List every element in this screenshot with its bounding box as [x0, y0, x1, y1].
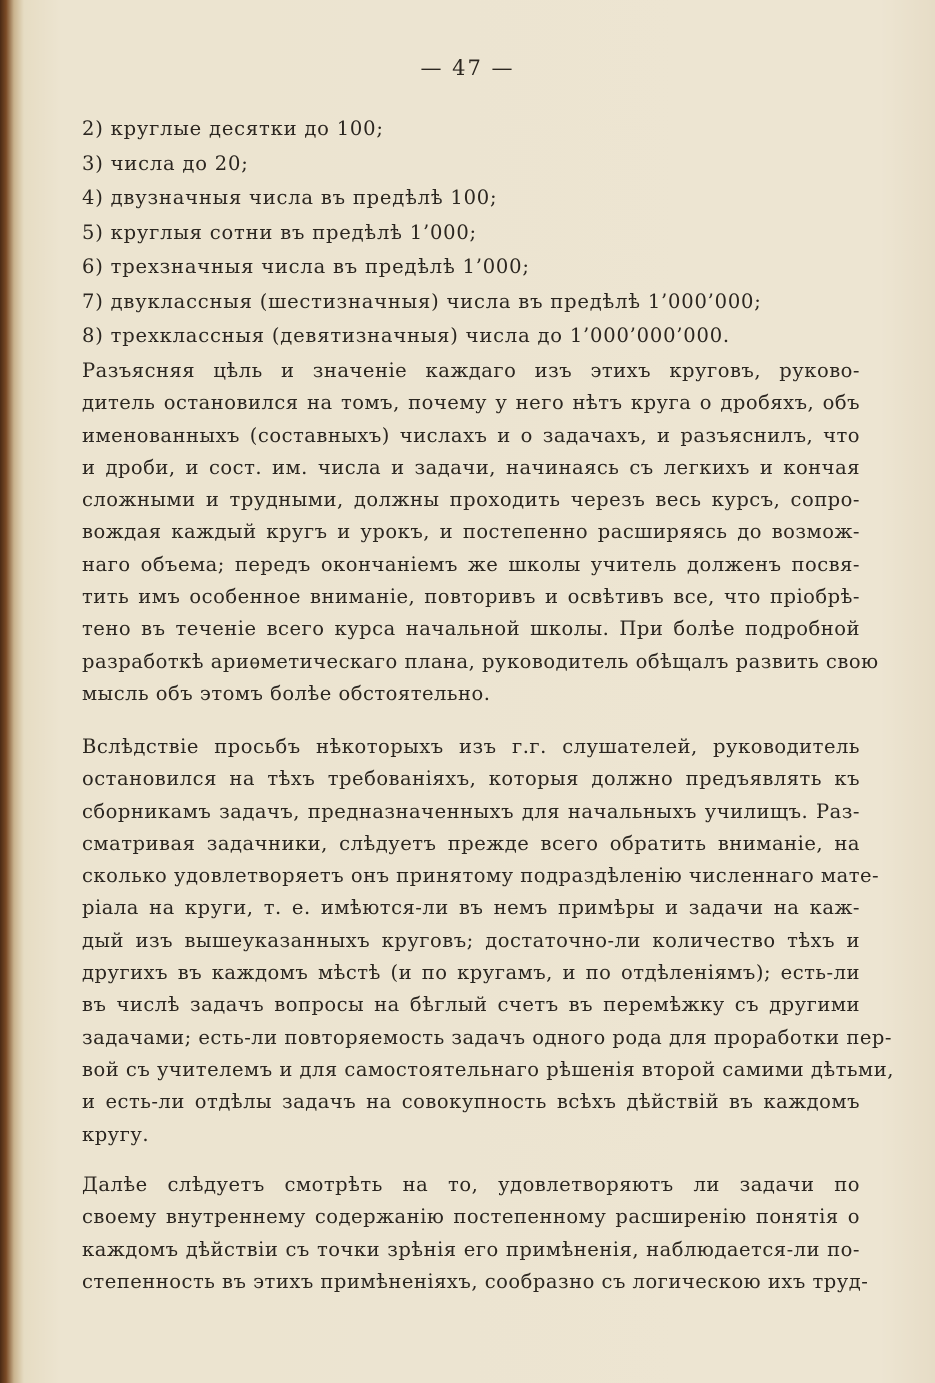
paragraph — [82, 355, 879, 710]
list-item: 4) двузначныя числа въ предѣлѣ 100; — [82, 186, 498, 209]
text-line: каждомъ дѣйствіи съ точки зрѣнія его примѣненія, наблюдается-ли по- — [82, 1237, 860, 1261]
text-line: наго объема; передъ окончаніемъ же школы учитель долженъ посвя- — [82, 552, 860, 576]
text-line: вой съ учителемъ и для самостоятельнаго рѣшенія второй самими дѣтьми, — [82, 1057, 894, 1081]
paragraph — [82, 731, 894, 1151]
text-line: тить имъ особенное вниманіе, повторивъ и освѣтивъ все, что пріобрѣ- — [82, 585, 860, 609]
list-item: 7) двуклассныя (шестизначныя) числа въ предѣлѣ 1’000’000; — [82, 289, 762, 313]
text-line: мысль объ этомъ болѣе обстоятельно. — [82, 681, 491, 705]
paragraph — [82, 1169, 869, 1298]
text-line: сколько удовлетворяетъ онъ принятому подраздѣленію численнаго мате- — [82, 864, 880, 888]
text-line: кругу. — [82, 1122, 150, 1146]
text-line: остановился на тѣхъ требованіяхъ, которыя должно предъявлять къ — [82, 767, 860, 791]
list-item: 8) трехклассныя (девятизначныя) числа до 1’000’000’000. — [82, 324, 730, 347]
text-line: и есть-ли отдѣлы задачъ на совокупность всѣхъ дѣйствій въ каждомъ — [82, 1090, 860, 1114]
page-number: — 47 — — [420, 56, 515, 80]
text-line: степенность въ этихъ примѣненіяхъ, сообразно съ логическою ихъ труд- — [82, 1269, 869, 1293]
text-line: разработкѣ ариѳметическаго плана, руководитель обѣщалъ развить свою — [82, 649, 879, 673]
list-item: 2) круглые десятки до 100; — [82, 117, 384, 140]
text-line: и дроби, и сост. им. числа и задачи, начинаясь съ легкихъ и кончая — [82, 455, 860, 479]
text-line: сматривая задачники, слѣдуетъ прежде всего обратить вниманіе, на — [82, 831, 860, 855]
text-line: дый изъ вышеуказанныхъ круговъ; достаточно-ли количество тѣхъ и — [82, 928, 860, 952]
text-line: другихъ въ каждомъ мѣстѣ (и по кругамъ, и по отдѣленіямъ); есть-ли — [82, 961, 860, 985]
list-item: 3) числа до 20; — [82, 151, 249, 175]
text-line: дитель остановился на томъ, почему у него нѣтъ круга о дробяхъ, объ — [82, 391, 860, 415]
text-line: сложными и трудными, должны проходить черезъ весь курсъ, сопро- — [82, 488, 860, 512]
text-line: сборникамъ задачъ, предназначенныхъ для начальныхъ училищъ. Раз- — [82, 799, 860, 823]
text-line: своему внутреннему содержанію постепенному расширенію понятія о — [82, 1205, 860, 1229]
text-line: Далѣе слѣдуетъ смотрѣть на то, удовлетворяютъ ли задачи по — [82, 1173, 860, 1196]
text-line: Вслѣдствіе просьбъ нѣкоторыхъ изъ г.г. слушателей, руководитель — [82, 735, 860, 758]
text-line: тено въ теченіе всего курса начальной школы. При болѣе подробной — [82, 617, 860, 641]
text-line: именованныхъ (составныхъ) числахъ и о задачахъ, и разъяснилъ, что — [82, 423, 860, 447]
text-line: въ числѣ задачъ вопросы на бѣглый счетъ въ перемѣжку съ другими — [82, 993, 860, 1017]
list-item: 6) трехзначныя числа въ предѣлѣ 1’000; — [82, 255, 530, 278]
text-line: задачами; есть-ли повторяемость задачъ одного рода для проработки пер- — [82, 1025, 892, 1049]
text-line: вождая каждый кругъ и урокъ, и постепенно расширяясь до возмож- — [82, 520, 860, 544]
text-line: ріала на круги, т. е. имѣются-ли въ немъ примѣры и задачи на каж- — [82, 896, 860, 920]
text-line: Разъясняя цѣль и значеніе каждаго изъ этихъ круговъ, руково- — [82, 359, 860, 382]
numbers-circle-list — [82, 112, 862, 354]
list-item: 5) круглыя сотни въ предѣлѣ 1’000; — [82, 220, 477, 244]
